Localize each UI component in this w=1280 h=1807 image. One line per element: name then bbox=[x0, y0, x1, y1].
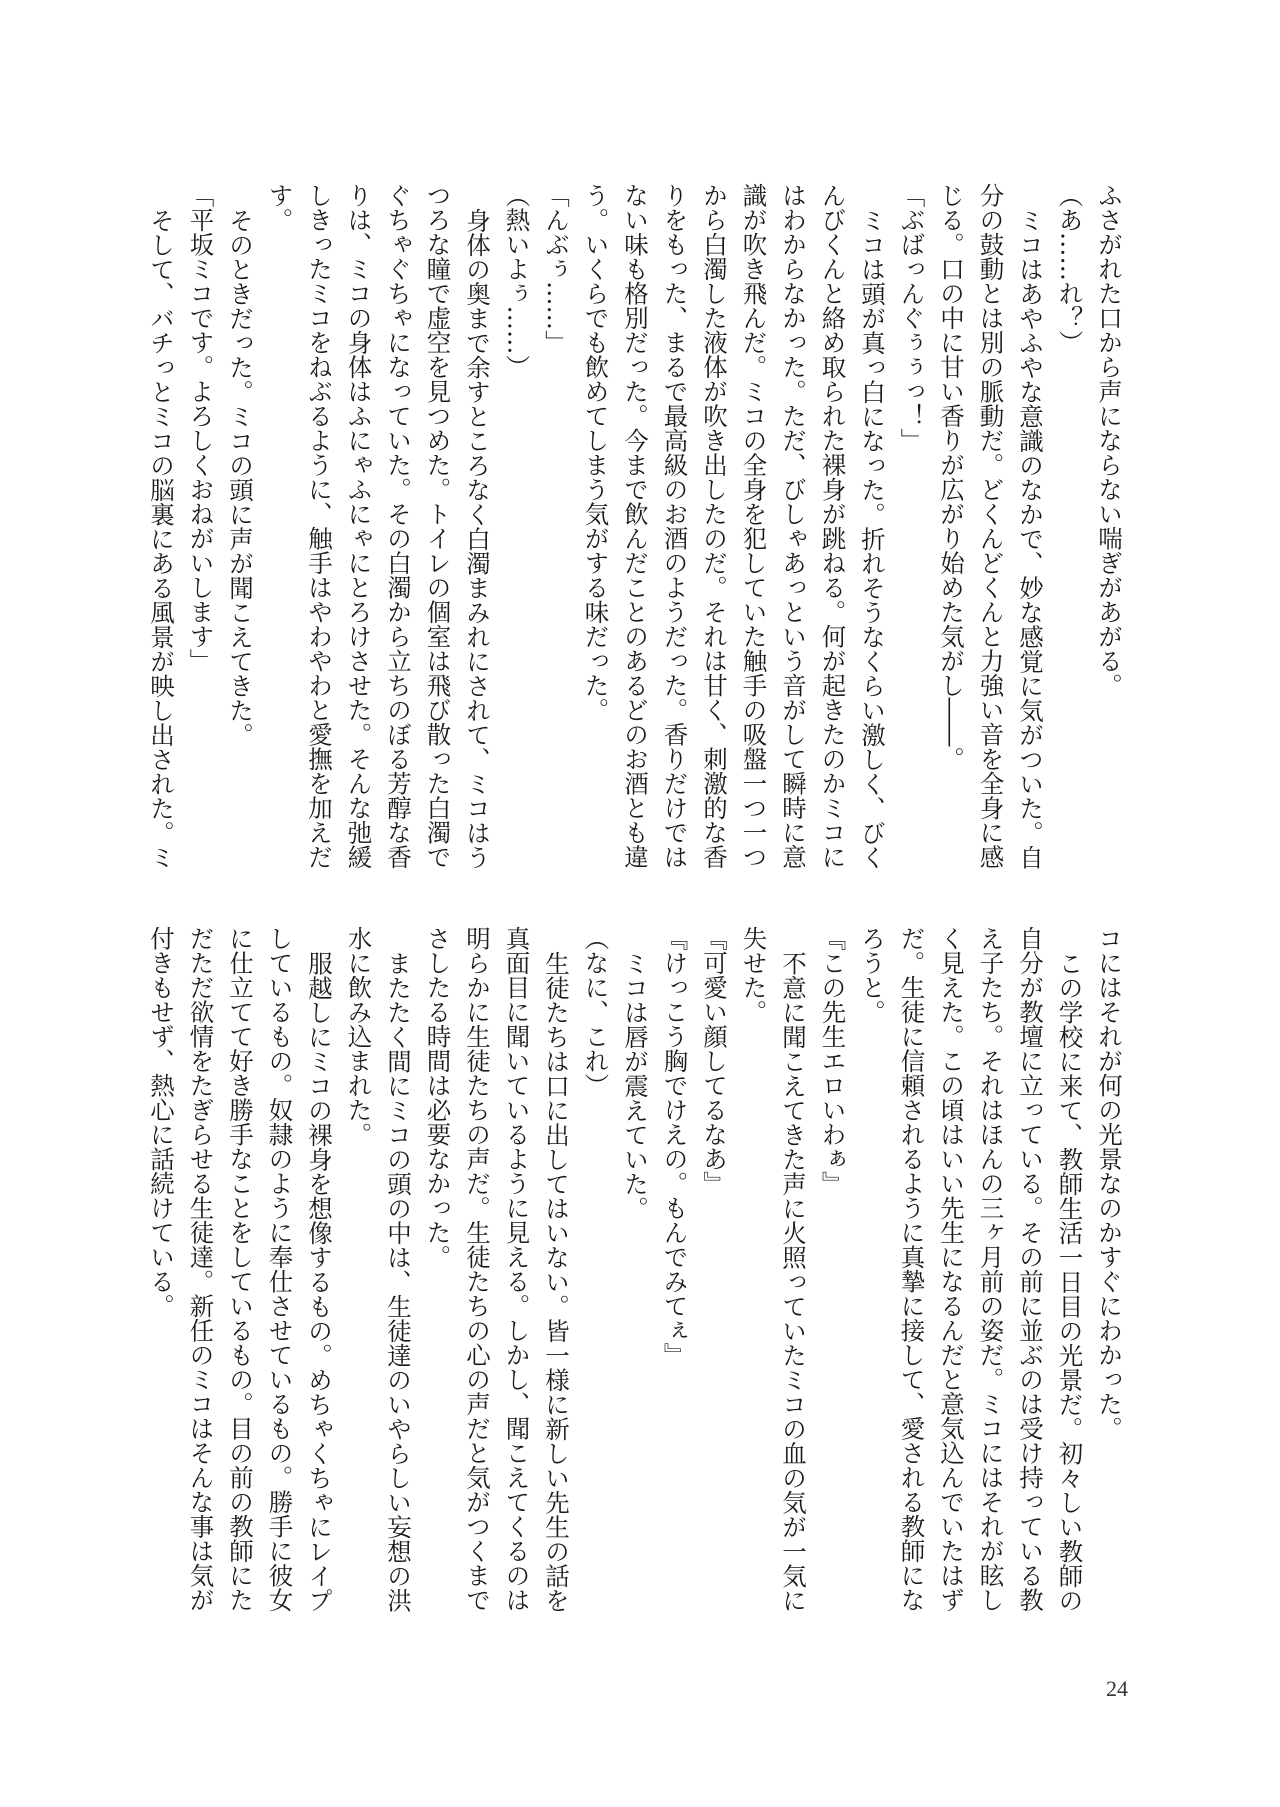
text-column: 『可愛い顔してるなあ』 bbox=[700, 926, 729, 1196]
text-column: 真面目に聞いているように見える。しかし、聞こえてくるのは bbox=[502, 926, 532, 1612]
text-column: 「ぶばっんぐぅぅっ！」 bbox=[897, 183, 927, 453]
page-number: 24 bbox=[1106, 1676, 1128, 1701]
text-column: す。 bbox=[265, 183, 295, 232]
text-column: だただ欲情をたぎらせる生徒達。新任のミコはそんな事は気が bbox=[186, 926, 216, 1612]
text-column: え子たち。それはほんの三ヶ月前の姿だ。ミコにはそれが眩し bbox=[976, 926, 1006, 1612]
text-column: 不意に聞こえてきた声に火照っていたミコの血の気が一気に bbox=[779, 950, 808, 1612]
text-column: ふさがれた口から声にならない喘ぎがあがる。 bbox=[1095, 183, 1124, 698]
text-column: またたく間にミコの頭の中は、生徒達のいやらしい妄想の洪 bbox=[384, 950, 413, 1612]
text-column: ミコはあやふやな意識のなかで、妙な感覚に気がついた。自 bbox=[1016, 207, 1045, 869]
text-column: 付きもせず、熱心に話続けている。 bbox=[147, 926, 176, 1318]
text-column: 服越しにミコの裸身を想像するもの。めちゃくちゃにレイプ bbox=[305, 950, 334, 1612]
text-column: じる。口の中に甘い香りが広がり始めた気がし――。 bbox=[937, 183, 966, 771]
text-column: ぐちゃぐちゃになっていた。その白濁から立ちのぼる芳醇な香 bbox=[384, 183, 413, 869]
text-column: コにはそれが何の光景なのかすぐにわかった。 bbox=[1095, 926, 1124, 1441]
text-column: から白濁した液体が吹き出したのだ。それは甘く、刺激的な香 bbox=[700, 183, 729, 869]
text-column: 『けっこう胸でけえの。もんでみてぇ』 bbox=[660, 926, 690, 1367]
text-column: 明らかに生徒たちの声だ。生徒たちの心の声だと気がつくまで bbox=[463, 926, 492, 1612]
text-column: りをもった、まるで最高級のお酒のようだった。香りだけでは bbox=[660, 183, 690, 869]
text-column: 水に飲み込まれた。 bbox=[344, 926, 374, 1147]
text-column: （熱いよぅ……） bbox=[502, 183, 532, 379]
text-column: 「んぶぅ……」 bbox=[542, 183, 571, 355]
text-column: つろな瞳で虚空を見つめた。トイレの個室は飛び散った白濁で bbox=[423, 183, 453, 869]
text-column: だ。生徒に信頼されるように真摯に接して、愛される教師にな bbox=[897, 926, 927, 1612]
text-column: （なに、これ） bbox=[581, 926, 611, 1098]
text-column: う。いくらでも飲めてしまう気がする味だった。 bbox=[581, 183, 611, 722]
text-column: 分の鼓動とは別の脈動だ。どくんどくんと力強い音を全身に感 bbox=[976, 183, 1006, 869]
text-column: この学校に来て、教師生活一日目の光景だ。初々しい教師の bbox=[1055, 950, 1085, 1612]
text-column: ない味も格別だった。今まで飲んだことのあるどのお酒とも違 bbox=[621, 183, 650, 869]
text-column: んびくんと絡め取られた裸身が跳ねる。何が起きたのかミコに bbox=[818, 183, 848, 869]
text-column: そのときだった。ミコの頭に声が聞こえてきた。 bbox=[226, 207, 255, 747]
text-column: 「平坂ミコです。よろしくおねがいします」 bbox=[186, 183, 216, 673]
text-column: 身体の奥まで余すところなく白濁まみれにされて、ミコはう bbox=[463, 207, 492, 869]
text-column: しているもの。奴隷のように奉仕させているもの。勝手に彼女 bbox=[265, 926, 295, 1612]
text-column: ミコは頭が真っ白になった。折れそうなくらい激しく、びく bbox=[858, 207, 887, 869]
text-column: 失せた。 bbox=[739, 926, 769, 1024]
text-column: く見えた。この頃はいい先生になるんだと意気込んでいたはず bbox=[937, 926, 966, 1612]
text-column: 自分が教壇に立っている。その前に並ぶのは受け持っている教 bbox=[1016, 926, 1045, 1612]
text-column: 識が吹き飛んだ。ミコの全身を犯していた触手の吸盤一つ一つ bbox=[739, 183, 769, 869]
text-column: さしたる時間は必要なかった。 bbox=[423, 926, 453, 1269]
text-column: ろうと。 bbox=[858, 926, 887, 1024]
lower-text-block bbox=[141, 926, 1129, 1626]
text-column: しきったミコをねぶるように、触手はやわやわと愛撫を加えだ bbox=[305, 183, 334, 869]
upper-text-block bbox=[141, 183, 1129, 883]
text-column: に仕立てて好き勝手なことをしているもの。目の前の教師にた bbox=[226, 926, 255, 1612]
text-column: 『この先生エロいわぁ』 bbox=[818, 926, 848, 1196]
text-column: （あ……れ？） bbox=[1055, 183, 1085, 355]
text-column: ミコは唇が震えていた。 bbox=[621, 950, 650, 1220]
text-column: りは、ミコの身体はふにゃふにゃにとろけさせた。そんな弛緩 bbox=[344, 183, 374, 869]
text-column: はわからなかった。ただ、びしゃあっという音がして瞬時に意 bbox=[779, 183, 808, 869]
text-column: 生徒たちは口に出してはいない。皆一様に新しい先生の話を bbox=[542, 950, 571, 1612]
text-column: そして、バチっとミコの脳裏にある風景が映し出された。ミ bbox=[147, 207, 176, 869]
